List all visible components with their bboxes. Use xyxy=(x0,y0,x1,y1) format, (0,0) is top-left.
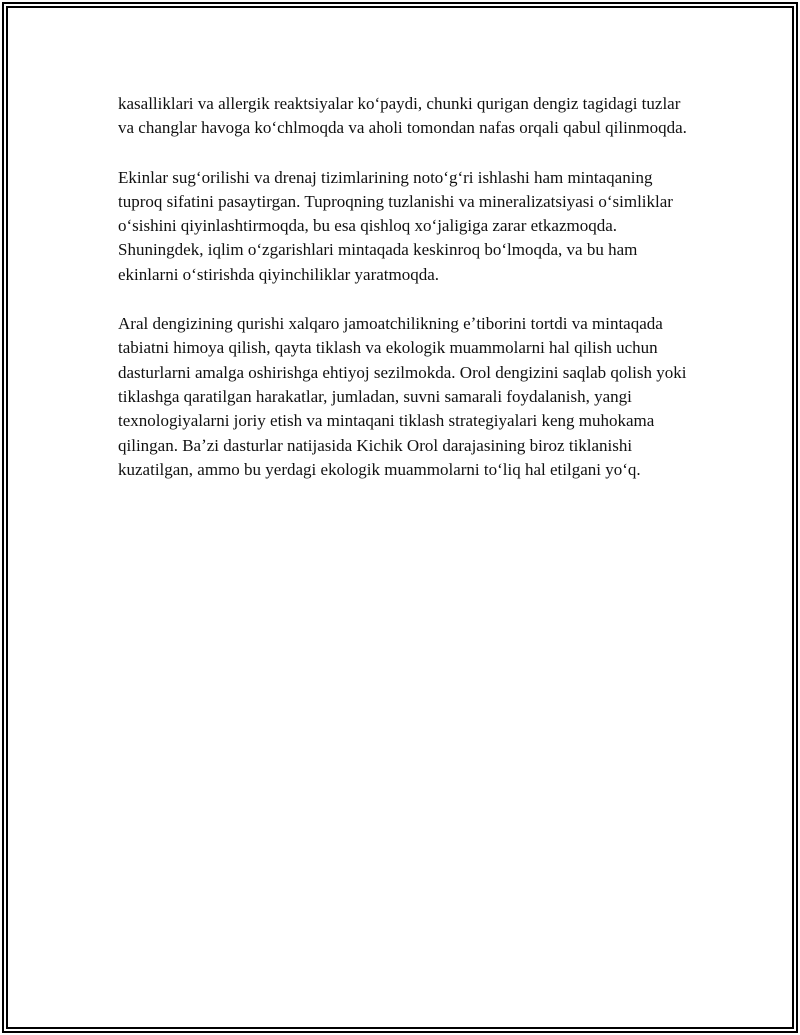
paragraph-2: Ekinlar sugʻorilishi va drenaj tizimlarining notoʻgʻri ishlashi ham mintaqaning tuproq sifatini pasaytirgan. Tuproqning tuzlanishi va mineralizatsiyasi oʻsimliklar oʻsishini qiyinlashtirmoqda, bu esa qishloq xoʻjaligiga zarar etkazmoqda. Shuningdek, iqlim oʻzgarishlari mintaqada keskinroq boʻlmoqda, va bu ham ekinlarni oʻstirishda qiyinchiliklar yaratmoqda. xyxy=(118,167,673,284)
paragraph-3: Aral dengizining qurishi xalqaro jamoatchilikning eʼtiborini tortdi va mintaqada tabiatni himoya qilish, qayta tiklash va ekologik muammolarni hal qilish uchun dasturlarni amalga oshirishga ehtiyoj sezilmokda. Orol dengizini saqlab qolish yoki tiklashga qaratilgan harakatlar, jumladan, suvni samarali foydalanish, yangi texnologiyalarni joriy etish va mintaqani tiklash strategiyalari keng muhokama qilingan. Baʼzi dasturlar natijasida Kichik Orol darajasining biroz tiklanishi kuzatilgan, ammo bu yerdagi ekologik muammolarni toʻliq hal etilgani yoʻq. xyxy=(118,314,687,479)
document-body xyxy=(118,92,698,507)
paragraph-1: kasalliklari va allergik reaktsiyalar koʻpaydi, chunki qurigan dengiz tagidagi tuzlar va changlar havoga koʻchlmoqda va aholi tomondan nafas orqali qabul qilinmoqda. xyxy=(118,94,687,138)
